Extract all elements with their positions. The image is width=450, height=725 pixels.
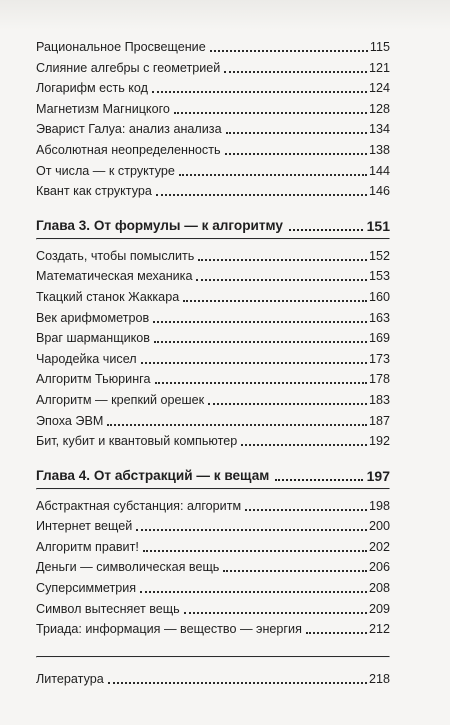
leader-dots xyxy=(136,529,367,531)
toc-entry[interactable] xyxy=(36,393,390,408)
table-of-contents xyxy=(36,40,390,692)
leader-dots xyxy=(183,300,367,302)
entry-title: Триада: информация — вещество — энергия xyxy=(36,622,302,637)
toc-entry[interactable] xyxy=(36,290,390,305)
leader-dots xyxy=(140,591,367,593)
rule-spacer xyxy=(36,490,390,499)
entry-page-number: 208 xyxy=(368,581,390,596)
toc-entry[interactable] xyxy=(36,414,390,429)
toc-entry[interactable] xyxy=(36,372,390,387)
section-spacer xyxy=(36,643,390,656)
chapter-page-number: 197 xyxy=(366,467,390,484)
entry-page-number: 173 xyxy=(368,351,390,366)
toc-entry[interactable] xyxy=(36,249,390,264)
leader-dots xyxy=(153,321,367,323)
entry-title: Абсолютная неопределенность xyxy=(36,142,221,157)
entry-page-number: 121 xyxy=(368,60,390,75)
entry-page-number: 183 xyxy=(368,392,390,407)
toc-entry[interactable] xyxy=(36,331,390,346)
entry-page-number: 115 xyxy=(369,40,390,54)
entry-page-number: 192 xyxy=(368,434,390,449)
toc-entry[interactable] xyxy=(36,540,390,555)
leader-dots xyxy=(196,279,367,281)
toc-entry[interactable] xyxy=(36,102,390,117)
chapter-heading[interactable] xyxy=(36,468,390,484)
toc-entry[interactable] xyxy=(36,143,390,158)
leader-dots xyxy=(241,444,367,446)
leader-dots xyxy=(224,71,367,73)
leader-dots xyxy=(143,550,367,552)
entry-page-number: 206 xyxy=(368,560,390,575)
entry-title: Эпоха ЭВМ xyxy=(36,413,104,428)
entry-title: Бит, кубит и квантовый компьютер xyxy=(36,434,238,449)
chapter-page-number: 151 xyxy=(366,217,390,234)
toc-entry[interactable] xyxy=(36,434,390,449)
toc-entry[interactable] xyxy=(36,40,390,55)
toc-entry[interactable] xyxy=(36,122,390,137)
entry-page-number: 198 xyxy=(368,498,390,513)
entry-title: Символ вытесняет вещь xyxy=(36,601,180,616)
toc-entry[interactable] xyxy=(36,311,390,326)
toc-entry[interactable] xyxy=(36,164,390,179)
leader-dots xyxy=(156,194,367,196)
entry-title: Квант как структура xyxy=(36,184,152,199)
toc-entry[interactable] xyxy=(36,61,390,76)
entry-page-number: 134 xyxy=(368,122,390,137)
leader-dots xyxy=(174,112,367,114)
entry-page-number: 169 xyxy=(368,331,390,346)
page-top-shadow xyxy=(0,0,450,30)
leader-dots xyxy=(107,424,367,426)
toc-entry[interactable] xyxy=(36,672,390,687)
entry-title: Магнетизм Магницкого xyxy=(36,101,170,116)
entry-page-number: 146 xyxy=(368,184,390,199)
toc-entry[interactable] xyxy=(36,269,390,284)
entry-page-number: 124 xyxy=(368,81,390,96)
entry-title: Чародейка чисел xyxy=(36,351,137,366)
leader-dots xyxy=(226,132,367,134)
rule-spacer xyxy=(36,240,390,249)
leader-dots xyxy=(210,50,368,52)
entry-title: Деньги — символическая вещь xyxy=(36,560,220,575)
entry-page-number: 218 xyxy=(368,671,390,686)
entry-page-number: 163 xyxy=(368,310,390,325)
leader-dots xyxy=(154,341,367,343)
leader-dots xyxy=(289,229,363,231)
leader-dots xyxy=(275,479,362,481)
entry-title: Литература xyxy=(36,671,104,686)
toc-entry[interactable] xyxy=(36,602,390,617)
leader-dots xyxy=(208,403,367,405)
entry-title: Ткацкий станок Жаккара xyxy=(36,289,180,304)
entry-page-number: 187 xyxy=(368,413,390,428)
leader-dots xyxy=(152,91,367,93)
entry-title: Абстрактная субстанция: алгоритм xyxy=(36,498,242,513)
entry-title: Рациональное Просвещение xyxy=(36,40,206,54)
entry-page-number: 212 xyxy=(368,622,390,637)
chapter-title: Глава 3. От формулы — к алгоритму xyxy=(36,217,283,233)
leader-dots xyxy=(108,682,367,684)
entry-page-number: 153 xyxy=(368,269,390,284)
entry-title: Эварист Галуа: анализ анализа xyxy=(36,122,222,137)
entry-title: Век арифмометров xyxy=(36,310,150,325)
leader-dots xyxy=(141,362,367,364)
toc-entry[interactable] xyxy=(36,581,390,596)
toc-entry[interactable] xyxy=(36,352,390,367)
section-spacer xyxy=(36,455,390,468)
entry-page-number: 178 xyxy=(368,372,390,387)
entry-title: От числа — к структуре xyxy=(36,163,175,178)
entry-page-number: 144 xyxy=(368,163,390,178)
leader-dots xyxy=(223,570,367,572)
entry-title: Интернет вещей xyxy=(36,519,133,534)
toc-entry[interactable] xyxy=(36,622,390,637)
toc-entry[interactable] xyxy=(36,184,390,199)
entry-title: Алгоритм — крепкий орешек xyxy=(36,392,205,407)
toc-entry[interactable] xyxy=(36,81,390,96)
section-spacer xyxy=(36,205,390,218)
leader-dots xyxy=(245,509,367,511)
leader-dots xyxy=(225,153,367,155)
entry-page-number: 200 xyxy=(368,519,390,534)
toc-entry[interactable] xyxy=(36,560,390,575)
entry-page-number: 138 xyxy=(368,142,390,157)
entry-title: Создать, чтобы помыслить xyxy=(36,248,195,263)
entry-page-number: 209 xyxy=(368,601,390,616)
leader-dots xyxy=(179,174,367,176)
entry-title: Алгоритм правит! xyxy=(36,539,139,554)
entry-page-number: 202 xyxy=(368,539,390,554)
entry-page-number: 160 xyxy=(368,289,390,304)
chapter-heading[interactable] xyxy=(36,218,390,234)
entry-title: Слияние алгебры с геометрией xyxy=(36,60,221,75)
entry-title: Алгоритм Тьюринга xyxy=(36,372,151,387)
rule-spacer xyxy=(36,658,390,672)
chapter-title: Глава 4. От абстракций — к вещам xyxy=(36,467,270,483)
entry-title: Враг шарманщиков xyxy=(36,331,150,346)
entry-page-number: 128 xyxy=(368,101,390,116)
leader-dots xyxy=(155,382,367,384)
entry-title: Суперсимметрия xyxy=(36,581,137,596)
leader-dots xyxy=(184,612,367,614)
leader-dots xyxy=(306,632,367,634)
toc-entry[interactable] xyxy=(36,519,390,534)
toc-entry[interactable] xyxy=(36,499,390,514)
entry-page-number: 152 xyxy=(368,248,390,263)
entry-title: Логарифм есть код xyxy=(36,81,149,96)
entry-title: Математическая механика xyxy=(36,269,193,284)
leader-dots xyxy=(198,259,367,261)
